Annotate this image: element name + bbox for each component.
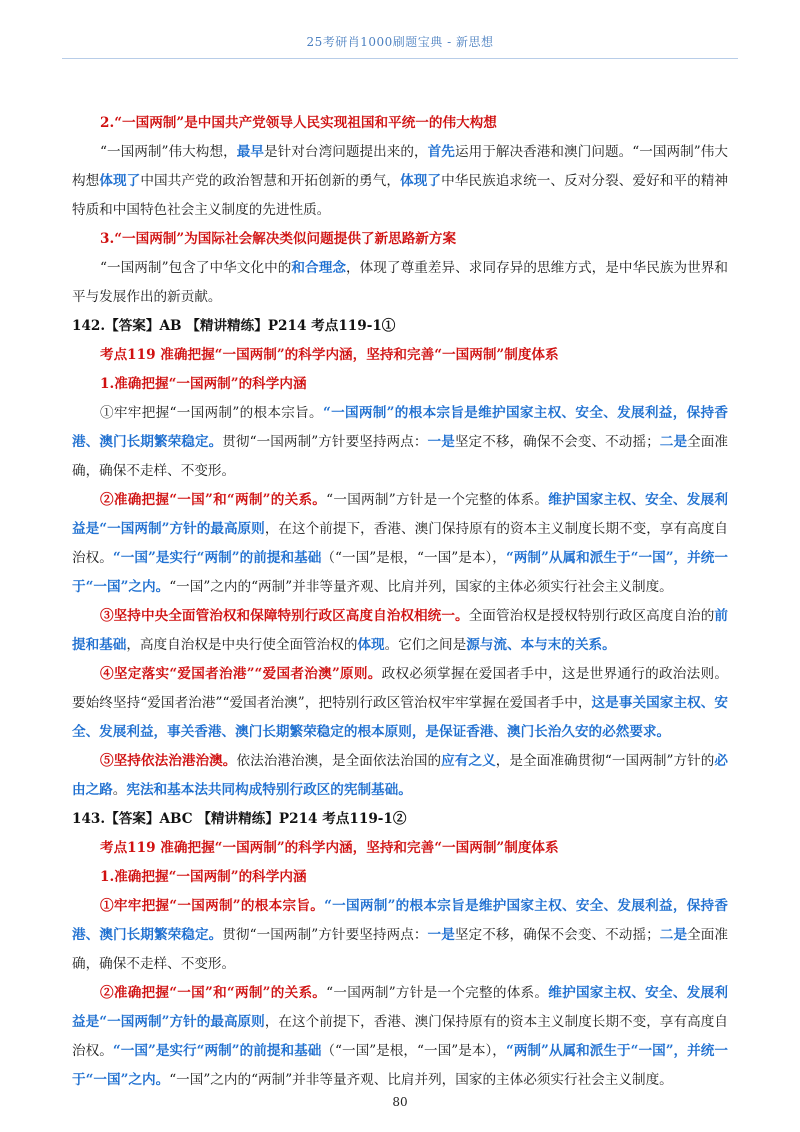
highlight-run: 首先 xyxy=(427,144,455,160)
section-heading-2: 2.“一国两制”是中国共产党领导人民实现祖国和平统一的伟大构想 xyxy=(100,115,497,131)
text-run: ①牢牢把握“一国两制”的根本宗旨。 xyxy=(100,405,323,421)
text-run: ，在这个前提下，香港、澳门保持原有的资本主义制度长期不变，享有高度自治权。 xyxy=(72,521,728,566)
highlight-run: “两制”从属和派生于“一国”，并统一于“一国”之内。 xyxy=(72,1043,729,1088)
text-run: 全面准确，确保不走样、不变形。 xyxy=(72,927,729,972)
text-run: “一国两制”伟大构想， xyxy=(100,144,237,160)
highlight-run: “两制”从属和派生于“一国”，并统一于“一国”之内。 xyxy=(72,550,729,595)
text-run: “一国”之内的“两制”并非等量齐观、比肩并列，国家的主体必须实行社会主义制度。 xyxy=(169,579,673,595)
paragraph xyxy=(72,979,728,1095)
text-run: 是针对台湾问题提出来的， xyxy=(264,144,428,160)
highlight-run: 源与流、本与末的关系。 xyxy=(466,637,616,653)
sub-heading: 1.准确把握“一国两制”的科学内涵 xyxy=(100,376,307,392)
answer-line-142: 142.【答案】AB 【精讲精练】P214 考点119-1① xyxy=(72,318,396,334)
text-run: 中国共产党的政治智慧和开拓创新的勇气， xyxy=(140,173,401,189)
text-run: 全面准确，确保不走样、不变形。 xyxy=(72,434,729,479)
highlight-run: “一国”是实行“两制”的前提和基础 xyxy=(112,1043,322,1059)
running-header: 25考研肖1000刷题宝典 - 新思想 xyxy=(306,35,494,49)
paragraph xyxy=(72,892,728,979)
header-divider xyxy=(62,58,738,59)
paragraph xyxy=(72,399,728,486)
kaodian-title: 考点119 准确把握“一国两制”的科学内涵，坚持和完善“一国两制”制度体系 xyxy=(100,840,559,856)
text-run: 全面管治权是授权特别行政区高度自治的 xyxy=(468,608,715,624)
highlight-run: ④坚定落实“爱国者治港”“爱国者治澳”原则。 xyxy=(100,666,382,682)
sub-heading: 1.准确把握“一国两制”的科学内涵 xyxy=(100,869,307,885)
text-run: 贯彻“一国两制”方针要坚持两点： xyxy=(222,434,428,450)
highlight-run: 一是 xyxy=(427,434,455,450)
text-run: “一国两制”方针是一个完整的体系。 xyxy=(326,985,549,1001)
text-run: 。它们之间是 xyxy=(384,637,467,653)
highlight-run: 和合理念 xyxy=(291,260,346,276)
paragraph xyxy=(72,138,728,225)
highlight-run: ⑤坚持依法治港治澳。 xyxy=(100,753,237,769)
text-run: ，是全面准确贯彻“一国两制”方针的 xyxy=(495,753,715,769)
highlight-run: 必由之路 xyxy=(72,753,729,798)
paragraph xyxy=(72,747,728,805)
highlight-run: 这是事关国家主权、安全、发展利益，事关香港、澳门长期繁荣稳定的根本原则，是保证香港、澳门长治久安的必然要求。 xyxy=(72,695,729,740)
text-run: ，高度自治权是中央行使全面管治权的 xyxy=(126,637,358,653)
text-run: 坚定不移，确保不会变、不动摇； xyxy=(454,927,660,943)
section-heading-3: 3.“一国两制”为国际社会解决类似问题提供了新思路新方案 xyxy=(100,231,457,247)
highlight-run: ③坚持中央全面管治权和保障特别行政区高度自治权相统一。 xyxy=(100,608,469,624)
highlight-run: 二是 xyxy=(659,434,688,450)
highlight-run: ②准确把握“一国”和“两制”的关系。 xyxy=(100,492,327,508)
text-run: ，体现了尊重差异、求同存异的思维方式，是中华民族为世界和平与发展作出的新贡献。 xyxy=(72,260,729,305)
text-run: 坚定不移，确保不会变、不动摇； xyxy=(454,434,660,450)
text-run: 运用于解决香港和澳门问题。“一国两制”伟大构想 xyxy=(72,144,729,189)
highlight-run: “一国两制”的根本宗旨是维护国家主权、安全、发展利益，保持香港、澳门长期繁荣稳定。 xyxy=(72,898,729,943)
highlight-run: 维护国家主权、安全、发展利益是“一国两制”方针的最高原则 xyxy=(72,492,728,537)
paragraph xyxy=(72,660,728,747)
text-run: （“一国”是根，“一国”是本）， xyxy=(321,1043,506,1059)
highlight-run: 体现 xyxy=(357,637,385,653)
text-run: “一国两制”方针是一个完整的体系。 xyxy=(326,492,549,508)
highlight-run: 体现了 xyxy=(400,173,442,189)
highlight-run: “一国两制”的根本宗旨是维护国家主权、安全、发展利益，保持香港、澳门长期繁荣稳定。 xyxy=(72,405,728,450)
highlight-run: 体现了 xyxy=(99,173,141,189)
highlight-run: “一国”是实行“两制”的前提和基础 xyxy=(112,550,322,566)
paragraph xyxy=(72,602,728,660)
highlight-run: ②准确把握“一国”和“两制”的关系。 xyxy=(100,985,327,1001)
highlight-run: 应有之义 xyxy=(441,753,496,769)
page-content xyxy=(72,109,728,1095)
highlight-run: 一是 xyxy=(427,927,455,943)
kaodian-title: 考点119 准确把握“一国两制”的科学内涵，坚持和完善“一国两制”制度体系 xyxy=(100,347,559,363)
paragraph xyxy=(72,486,728,602)
page-number: 80 xyxy=(392,1095,408,1109)
highlight-run: 宪法和基本法共同构成特别行政区的宪制基础。 xyxy=(126,782,412,798)
text-run: 依法治港治澳，是全面依法治国的 xyxy=(236,753,442,769)
text-run: 。 xyxy=(112,782,127,798)
text-run: （“一国”是根，“一国”是本）， xyxy=(321,550,506,566)
answer-line-143: 143.【答案】ABC 【精讲精练】P214 考点119-1② xyxy=(72,811,407,827)
highlight-run: 最早 xyxy=(236,144,265,160)
text-run: ，在这个前提下，香港、澳门保持原有的资本主义制度长期不变，享有高度自治权。 xyxy=(72,1014,728,1059)
highlight-run: 二是 xyxy=(659,927,688,943)
text-run: “一国两制”包含了中华文化中的 xyxy=(100,260,292,276)
highlight-run: ①牢牢把握“一国两制”的根本宗旨。 xyxy=(100,898,325,914)
text-run: 中华民族追求统一、反对分裂、爱好和平的精神特质和中国特色社会主义制度的先进性质。 xyxy=(72,173,729,218)
text-run: 政权必须掌握在爱国者手中，这是世界通行的政治法则。要始终坚持“爱国者治港”“爱国者治澳”，把特别行政区管治权牢牢掌握在爱国者手中， xyxy=(72,666,728,711)
text-run: “一国”之内的“两制”并非等量齐观、比肩并列，国家的主体必须实行社会主义制度。 xyxy=(169,1072,673,1088)
highlight-run: 维护国家主权、安全、发展利益是“一国两制”方针的最高原则 xyxy=(72,985,728,1030)
highlight-run: 前提和基础 xyxy=(72,608,729,653)
text-run: 贯彻“一国两制”方针要坚持两点： xyxy=(222,927,428,943)
paragraph xyxy=(72,254,728,312)
